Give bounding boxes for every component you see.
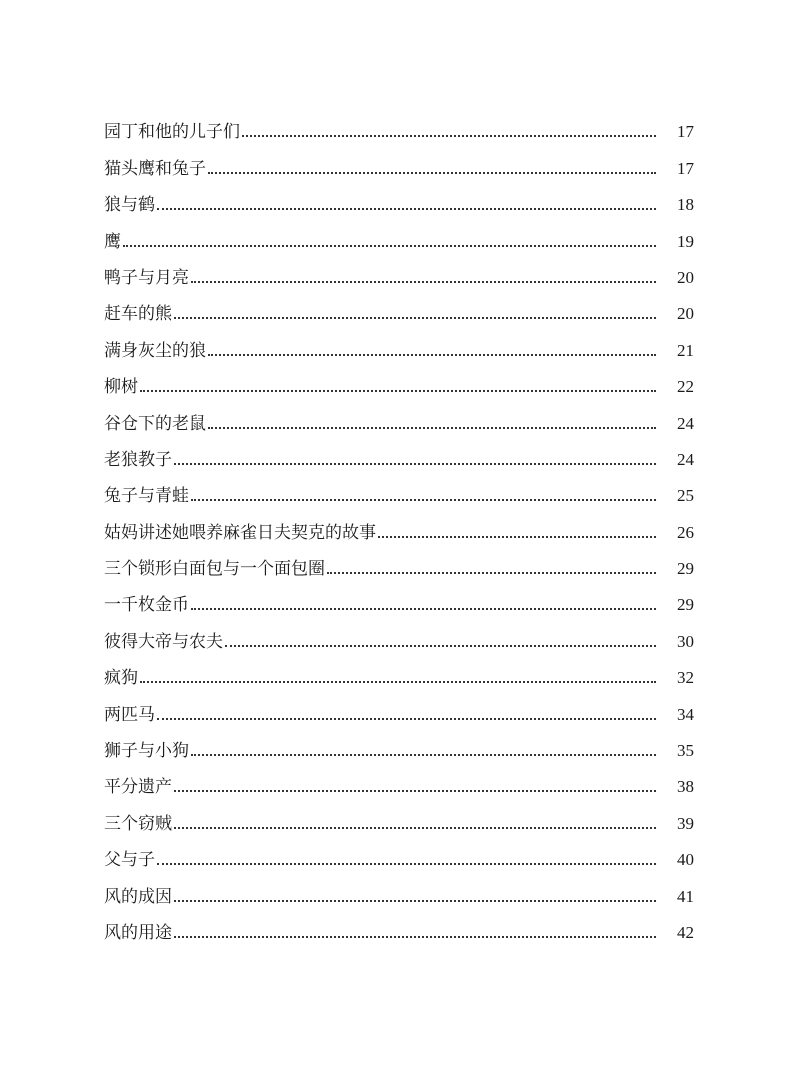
toc-title: 风的用途 (104, 922, 172, 943)
dot-leader (174, 463, 656, 465)
dot-leader (174, 900, 656, 902)
toc-title: 满身灰尘的狼 (104, 340, 206, 361)
toc-title: 疯狗 (104, 668, 138, 689)
toc-title: 平分遗产 (104, 777, 172, 798)
toc-entry (104, 290, 694, 326)
table-of-contents (104, 108, 694, 945)
toc-title: 兔子与青蛙 (104, 486, 189, 507)
toc-entry (104, 399, 694, 435)
dot-leader (378, 536, 656, 538)
toc-page-number: 42 (677, 922, 694, 942)
toc-page-number: 29 (677, 559, 694, 579)
dot-leader (174, 790, 656, 792)
toc-entry (104, 326, 694, 362)
toc-entry (104, 108, 694, 144)
dot-leader (208, 427, 656, 429)
toc-page-number: 35 (677, 741, 694, 761)
toc-entry (104, 654, 694, 690)
toc-title: 狼与鹤 (104, 195, 155, 216)
toc-page-number: 41 (677, 886, 694, 906)
toc-page-number: 40 (677, 850, 694, 870)
toc-title: 彼得大帝与农夫 (104, 631, 223, 652)
dot-leader (140, 390, 656, 392)
toc-page-number: 17 (677, 122, 694, 142)
toc-entry (104, 545, 694, 581)
toc-title: 一千枚金币 (104, 595, 189, 616)
dot-leader (174, 827, 656, 829)
toc-entry (104, 144, 694, 180)
toc-page-number: 32 (677, 668, 694, 688)
toc-entry (104, 508, 694, 544)
toc-title: 父与子 (104, 850, 155, 871)
toc-entry (104, 872, 694, 908)
toc-entry (104, 436, 694, 472)
toc-entry (104, 581, 694, 617)
toc-title: 鸭子与月亮 (104, 267, 189, 288)
dot-leader (191, 281, 656, 283)
toc-entry (104, 763, 694, 799)
toc-entry (104, 254, 694, 290)
toc-title: 两匹马 (104, 704, 155, 725)
toc-entry (104, 217, 694, 253)
dot-leader (140, 681, 656, 683)
toc-page-number: 18 (677, 195, 694, 215)
toc-entry (104, 727, 694, 763)
toc-page-number: 17 (677, 158, 694, 178)
dot-leader (327, 572, 656, 574)
toc-title: 三个锁形白面包与一个面包圈 (104, 559, 325, 580)
dot-leader (157, 863, 656, 865)
toc-entry (104, 799, 694, 835)
dot-leader (157, 718, 656, 720)
toc-page-number: 20 (677, 267, 694, 287)
toc-title: 柳树 (104, 377, 138, 398)
toc-title: 三个窃贼 (104, 813, 172, 834)
dot-leader (191, 608, 656, 610)
toc-page-number: 25 (677, 486, 694, 506)
toc-entry (104, 690, 694, 726)
toc-page-number: 24 (677, 449, 694, 469)
dot-leader (208, 354, 656, 356)
dot-leader (157, 208, 656, 210)
toc-page-number: 22 (677, 377, 694, 397)
toc-title: 鹰 (104, 231, 121, 252)
toc-page-number: 29 (677, 595, 694, 615)
toc-page-number: 39 (677, 813, 694, 833)
toc-title: 风的成因 (104, 886, 172, 907)
toc-entry (104, 909, 694, 945)
toc-entry (104, 617, 694, 653)
toc-entry (104, 836, 694, 872)
dot-leader (174, 936, 656, 938)
toc-entry (104, 181, 694, 217)
dot-leader (242, 135, 656, 137)
toc-page-number: 38 (677, 777, 694, 797)
dot-leader (191, 754, 656, 756)
toc-title: 赶车的熊 (104, 304, 172, 325)
toc-title: 姑妈讲述她喂养麻雀日夫契克的故事 (104, 522, 376, 543)
dot-leader (208, 172, 656, 174)
toc-page-number: 21 (677, 340, 694, 360)
toc-title: 老狼教子 (104, 449, 172, 470)
toc-page-number: 34 (677, 704, 694, 724)
toc-entry (104, 472, 694, 508)
dot-leader (225, 645, 656, 647)
toc-page-number: 20 (677, 304, 694, 324)
toc-page-number: 26 (677, 522, 694, 542)
dot-leader (191, 499, 656, 501)
toc-entry (104, 363, 694, 399)
toc-title: 园丁和他的儿子们 (104, 122, 240, 143)
toc-page-number: 19 (677, 231, 694, 251)
dot-leader (174, 317, 656, 319)
toc-title: 猫头鹰和兔子 (104, 158, 206, 179)
toc-page-number: 30 (677, 631, 694, 651)
toc-title: 谷仓下的老鼠 (104, 413, 206, 434)
toc-page-number: 24 (677, 413, 694, 433)
dot-leader (123, 245, 656, 247)
toc-title: 狮子与小狗 (104, 741, 189, 762)
